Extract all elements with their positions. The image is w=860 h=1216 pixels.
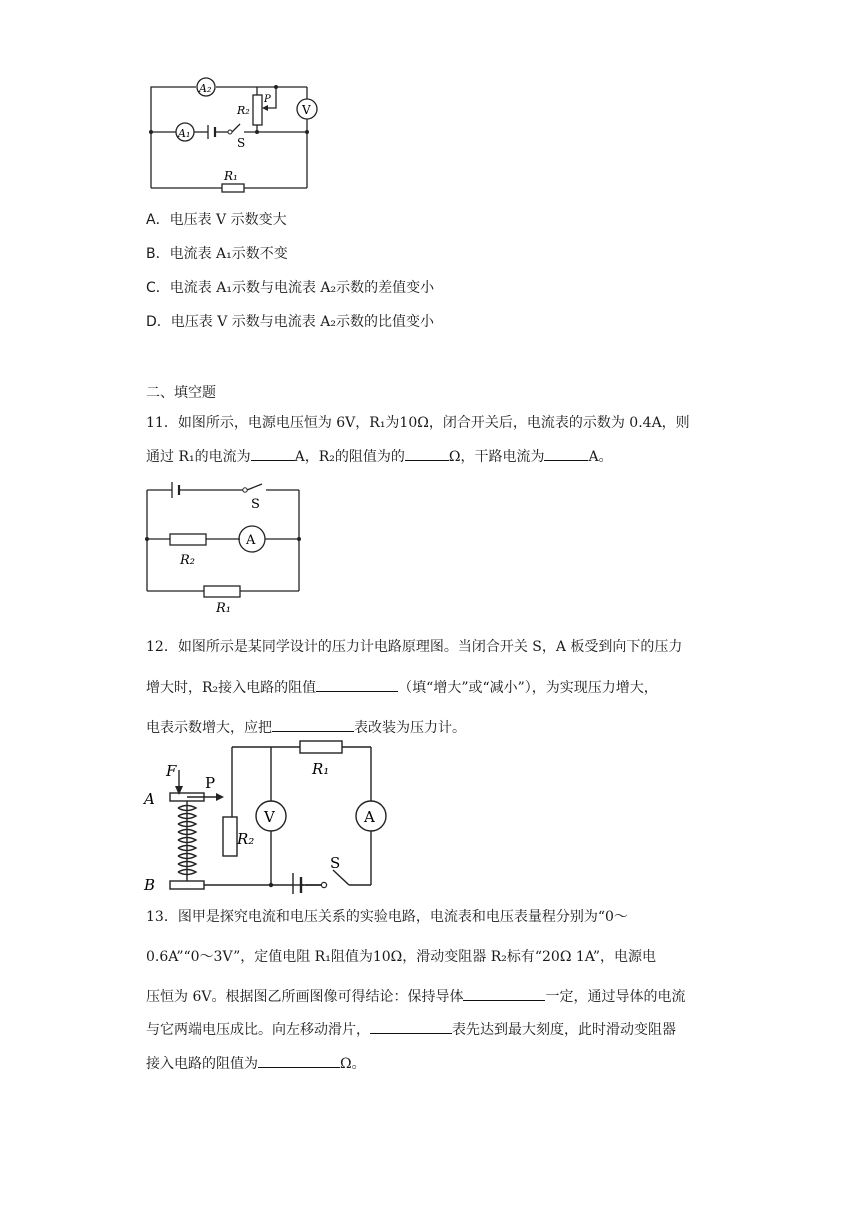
pressure-gauge-circuit xyxy=(140,738,390,894)
question-11-line-1: 11．如图所示，电源电压恒为 6V，R₁为10Ω，闭合开关后，电流表的示数为 0.4A，则 xyxy=(146,415,690,431)
force-f-label: F xyxy=(166,762,177,780)
question-12-line-1: 12．如图所示是某同学设计的压力计电路原理图。当闭合开关 S，A 板受到向下的压力 xyxy=(146,639,683,655)
answer-blank[interactable] xyxy=(272,717,354,732)
question-13-line-5: 接入电路的阻值为 Ω。 xyxy=(146,1053,366,1073)
section-title: 二、填空题 xyxy=(146,385,216,401)
answer-blank[interactable] xyxy=(370,1019,452,1034)
switch-s-label: S xyxy=(330,854,341,872)
plate-b-label: B xyxy=(144,876,156,894)
question-13-line-3: 压恒为 6V。根据图乙所画图像可得结论：保持导体 一定，通过导体的电流 xyxy=(146,986,685,1006)
question-12-line-2: 增大时，R₂接入电路的阻值 （填“增大”或“减小”），为实现压力增大， xyxy=(146,677,658,697)
r2-label: R₂ xyxy=(237,104,250,117)
circuit-diagram-1 xyxy=(140,70,330,195)
option-b: B．电流表 A₁示数不变 xyxy=(146,246,288,262)
answer-blank[interactable] xyxy=(544,446,588,461)
switch-s-label: S xyxy=(251,497,260,512)
ammeter-a1-label: A₁ xyxy=(178,127,191,140)
option-c: C．电流表 A₁示数与电流表 A₂示数的差值变小 xyxy=(146,280,435,296)
option-d: D．电压表 V 示数与电流表 A₂示数的比值变小 xyxy=(146,314,434,330)
question-12-line-3: 电表示数增大，应把 表改装为压力计。 xyxy=(146,717,466,737)
ammeter-a2-label: A₂ xyxy=(199,82,212,95)
ammeter-label: A xyxy=(246,533,256,548)
answer-blank[interactable] xyxy=(251,446,295,461)
answer-blank[interactable] xyxy=(405,446,449,461)
question-13-line-1: 13．图甲是探究电流和电压关系的实验电路，电流表和电压表量程分别为“0～ xyxy=(146,909,628,925)
option-a: A．电压表 V 示数变大 xyxy=(146,212,287,228)
slider-p-label: P xyxy=(205,774,216,792)
voltmeter-label: V xyxy=(264,808,275,826)
slider-p-label: P xyxy=(264,94,271,105)
r1-label: R₁ xyxy=(224,169,238,183)
answer-blank[interactable] xyxy=(463,986,545,1001)
r1-label: R₁ xyxy=(216,601,231,616)
question-11-line-2: 通过 R₁的电流为 A，R₂的阻值为的 Ω，干路电流为 A。 xyxy=(146,446,613,466)
r2-label: R₂ xyxy=(180,553,195,568)
circuit-diagram-2 xyxy=(140,478,310,618)
voltmeter-label: V xyxy=(302,103,311,117)
question-13-line-4: 与它两端电压成比。向左移动滑片， 表先达到最大刻度，此时滑动变阻器 xyxy=(146,1019,676,1039)
plate-a-label: A xyxy=(144,790,155,808)
r2-label: R₂ xyxy=(237,830,255,848)
answer-blank[interactable] xyxy=(316,677,398,692)
switch-s-label: S xyxy=(237,136,246,150)
r1-label: R₁ xyxy=(312,760,330,778)
ammeter-label: A xyxy=(364,808,375,826)
question-13-line-2: 0.6A”“0～3V”，定值电阻 R₁阻值为10Ω，滑动变阻器 R₂标有“20Ω 1A”，电源电 xyxy=(146,949,657,965)
answer-blank[interactable] xyxy=(258,1053,340,1068)
